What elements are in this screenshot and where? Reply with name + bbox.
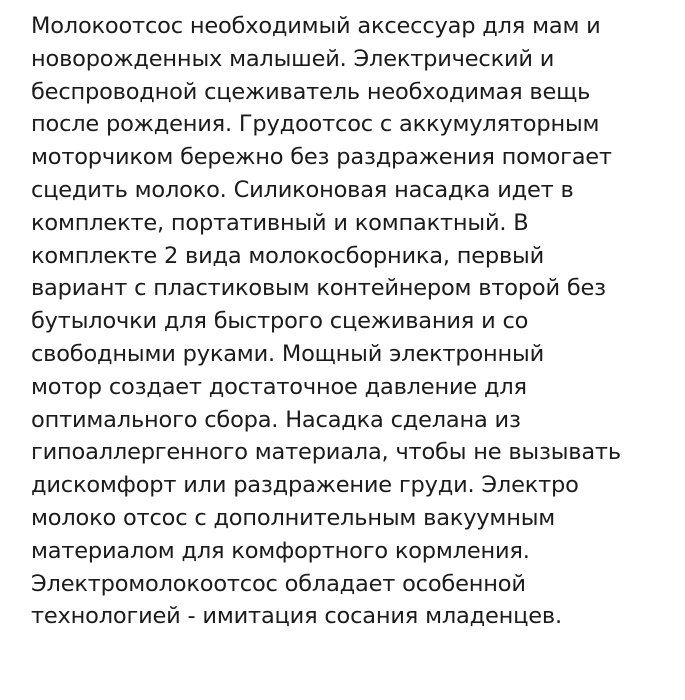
description-line-2: новорожденных малышей. Электрический и [31, 45, 555, 72]
description-line-9: вариант с пластиковым контейнером второй без [31, 275, 606, 302]
description-line-4: после рождения. Грудоотсос с аккумуляторным [31, 111, 600, 138]
description-line-13: оптимального сбора. Насадка сделана из [31, 406, 521, 433]
description-line-6: сцедить молоко. Силиконовая насадка идет в [31, 176, 574, 203]
description-line-12: мотор создает достаточное давление для [31, 373, 527, 400]
description-line-15: дискомфорт или раздражение груди. Электро [31, 472, 579, 499]
description-line-14: гипоаллергенного материала, чтобы не вызывать [31, 439, 621, 466]
description-line-5: моторчиком бережно без раздражения помогает [31, 144, 612, 171]
product-description [31, 10, 671, 633]
description-line-10: бутылочки для быстрого сцеживания и со [31, 308, 529, 335]
description-line-1: Молокоотсос необходимый аксессуар для мам и [31, 13, 601, 39]
description-line-3: беспроводной сцеживатель необходимая вещь [31, 78, 591, 105]
description-line-18: Электромолокоотсос обладает особенной [31, 570, 526, 597]
description-line-19: технологией - имитация сосания младенцев. [31, 603, 562, 630]
description-line-7: комплекте, портативный и компактный. В [31, 209, 529, 236]
description-line-17: материалом для комфортного кормления. [31, 537, 530, 564]
description-line-11: свободными руками. Мощный электронный [31, 340, 545, 367]
description-line-8: комплекте 2 вида молокосборника, первый [31, 242, 545, 269]
description-line-16: молоко отсос с дополнительным вакуумным [31, 504, 556, 531]
